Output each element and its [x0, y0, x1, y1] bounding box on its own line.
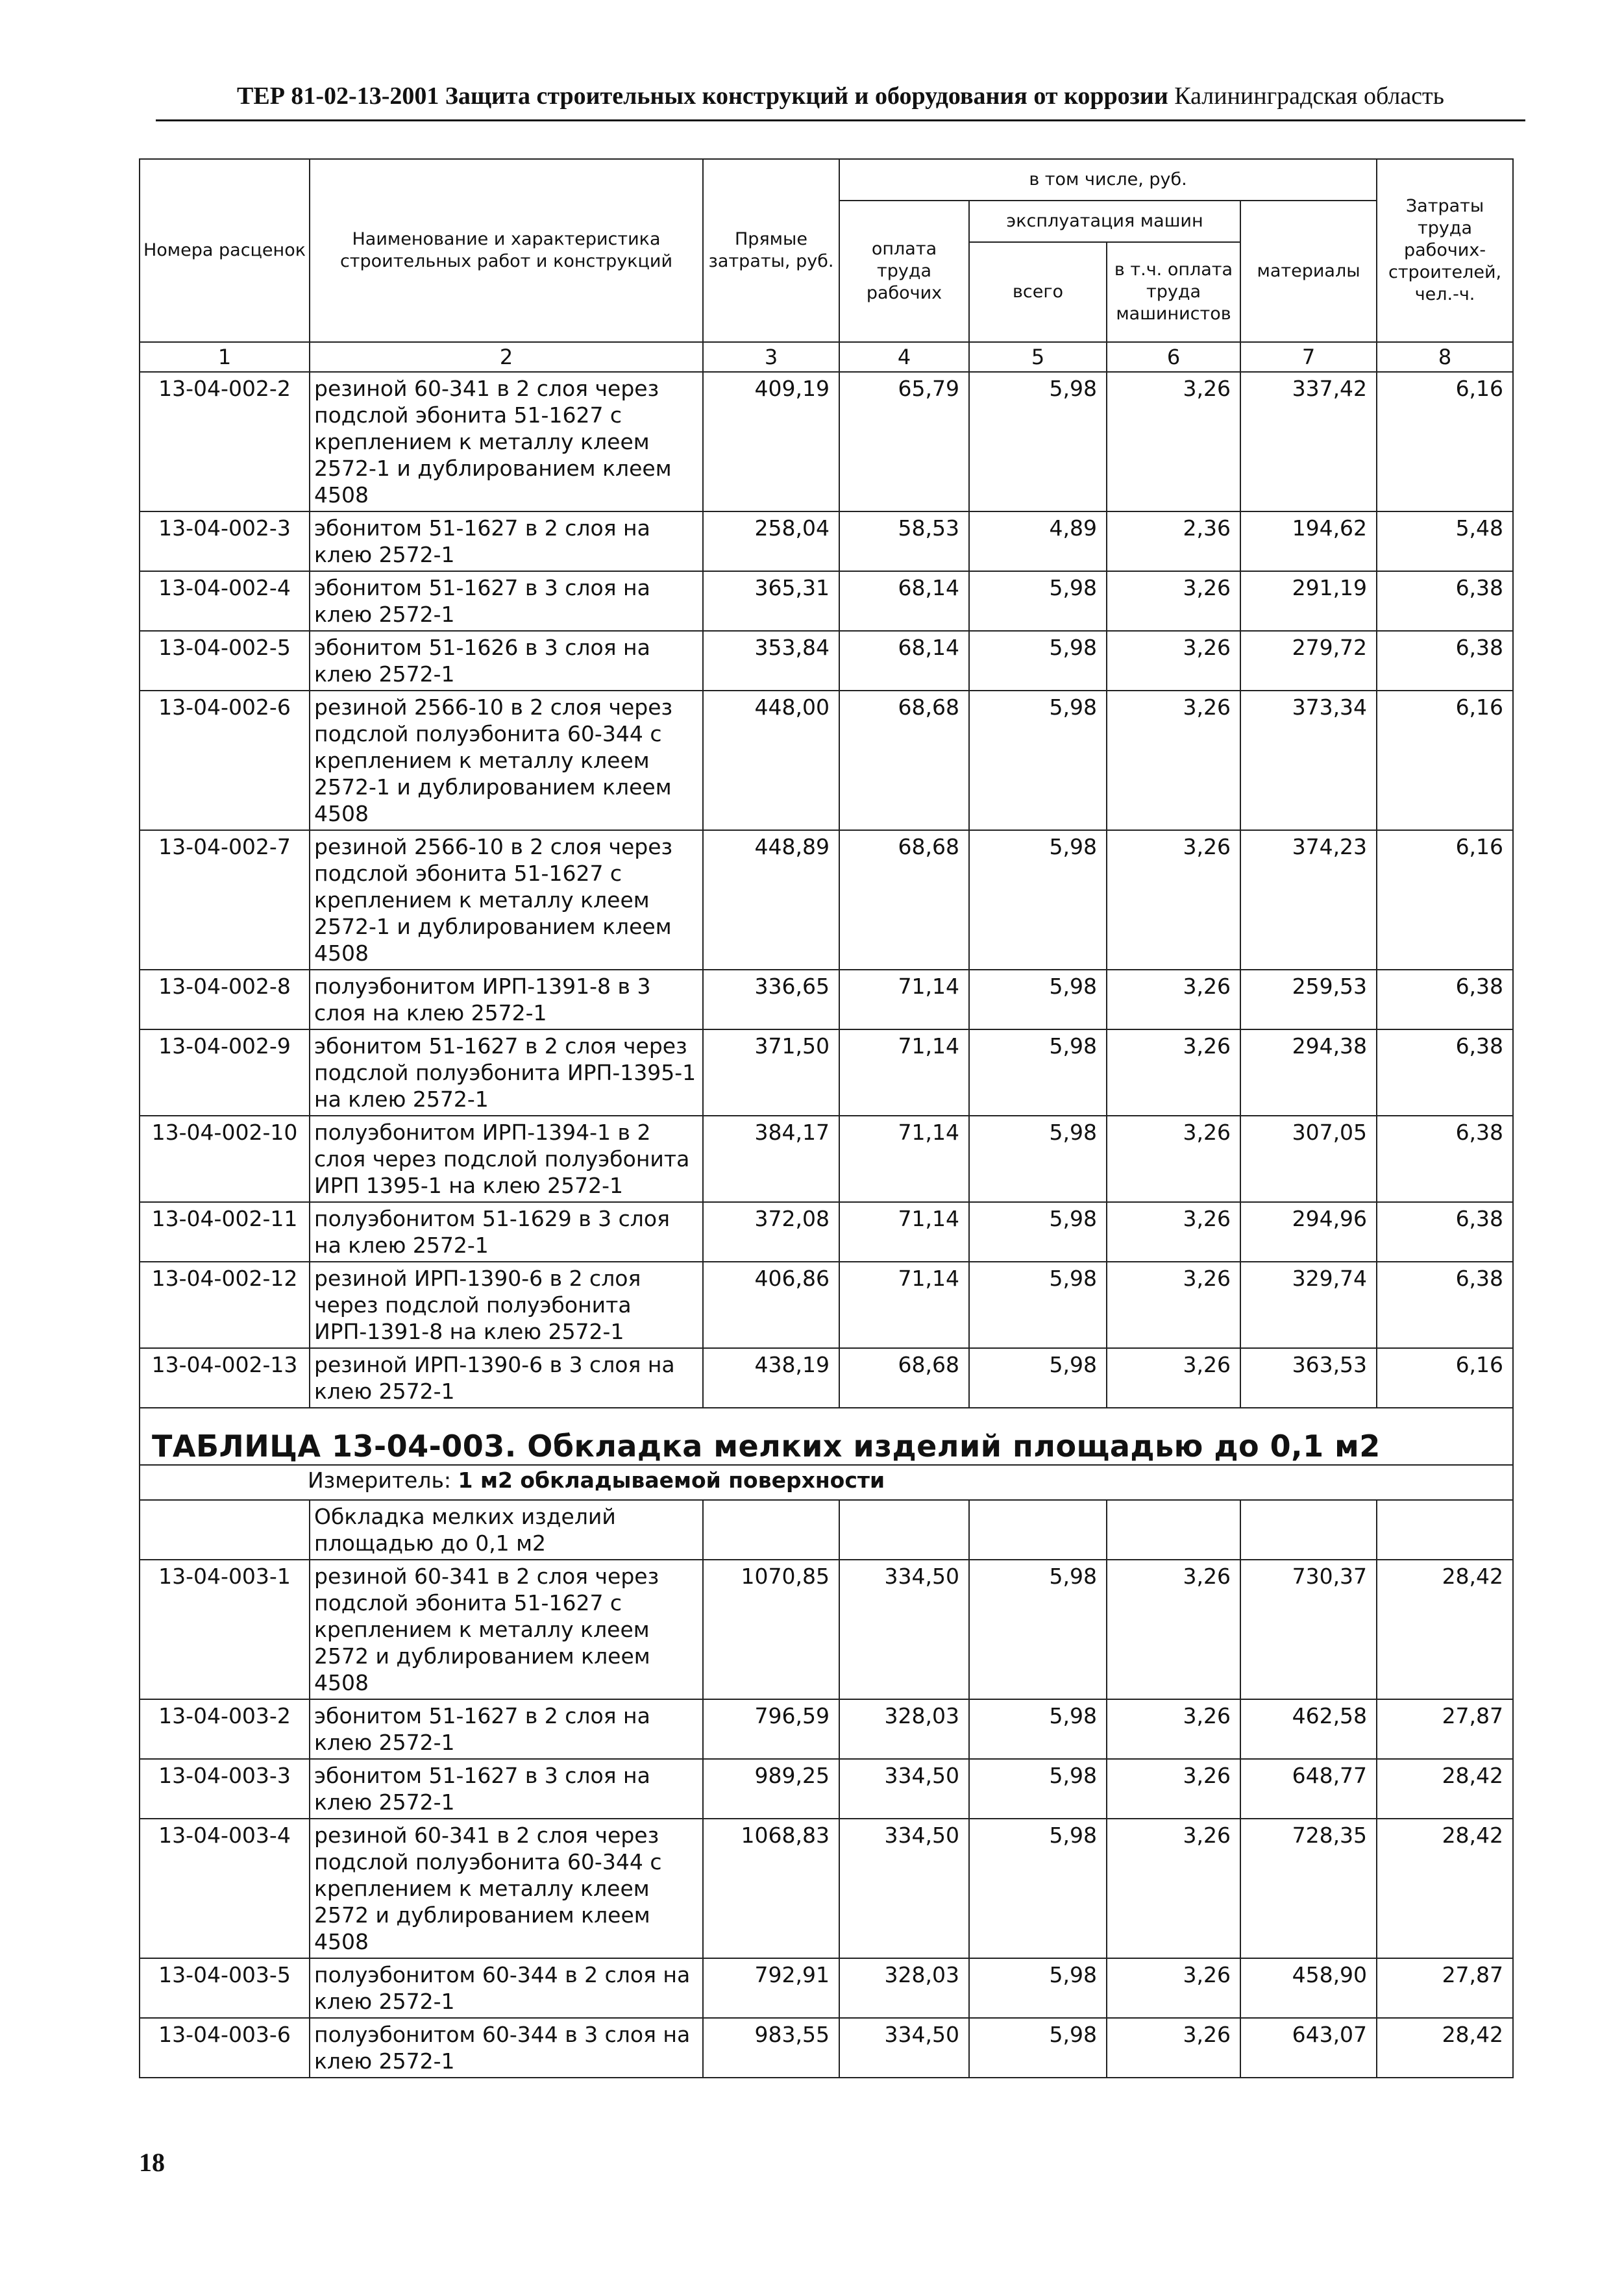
materials-cost: 462,58 — [1240, 1699, 1377, 1759]
labor-hours: 6,38 — [1377, 1202, 1513, 1262]
labor-pay: 334,50 — [839, 1759, 969, 1819]
materials-cost: 374,23 — [1240, 830, 1377, 970]
labor-hours: 28,42 — [1377, 1819, 1513, 1958]
direct-costs: 1068,83 — [703, 1819, 839, 1958]
machines-total: 5,98 — [969, 691, 1107, 830]
column-numbers-row — [140, 342, 1513, 372]
machines-total: 5,98 — [969, 2018, 1107, 2078]
section-title-row — [140, 1408, 1513, 1465]
direct-costs: 336,65 — [703, 970, 839, 1029]
direct-costs: 353,84 — [703, 631, 839, 691]
machines-total: 5,98 — [969, 1348, 1107, 1408]
table-row — [140, 1699, 1513, 1759]
machinist-pay: 3,26 — [1107, 1699, 1240, 1759]
direct-costs: 365,31 — [703, 571, 839, 631]
rate-code: 13-04-002-6 — [140, 691, 310, 830]
table-row — [140, 1348, 1513, 1408]
labor-pay: 68,68 — [839, 830, 969, 970]
machinist-pay: 3,26 — [1107, 1560, 1240, 1699]
labor-pay: 71,14 — [839, 1262, 969, 1348]
materials-cost: 337,42 — [1240, 372, 1377, 511]
labor-pay: 328,03 — [839, 1699, 969, 1759]
labor-hours: 5,48 — [1377, 511, 1513, 571]
labor-pay: 71,14 — [839, 1116, 969, 1202]
materials-cost: 307,05 — [1240, 1116, 1377, 1202]
labor-hours: 6,38 — [1377, 1116, 1513, 1202]
work-description: резиной 2566-10 в 2 слоя через подслой полуэбонита 60-344 с креплением к металлу клеем 2572-1 и дублированием клеем 4508 — [310, 691, 703, 830]
labor-hours: 6,16 — [1377, 372, 1513, 511]
materials-cost: 373,34 — [1240, 691, 1377, 830]
table-row — [140, 2018, 1513, 2078]
labor-hours: 27,87 — [1377, 1958, 1513, 2018]
labor-pay: 68,68 — [839, 691, 969, 830]
rate-code: 13-04-003-6 — [140, 2018, 310, 2078]
labor-pay: 328,03 — [839, 1958, 969, 2018]
materials-cost: 259,53 — [1240, 970, 1377, 1029]
materials-cost: 643,07 — [1240, 2018, 1377, 2078]
work-description: резиной 60-341 в 2 слоя через подслой эбонита 51-1627 с креплением к металлу клеем 2572 и дублированием клеем 4508 — [310, 1560, 703, 1699]
machines-total: 5,98 — [969, 1202, 1107, 1262]
rate-code: 13-04-002-5 — [140, 631, 310, 691]
table-row — [140, 1029, 1513, 1116]
machines-total: 5,98 — [969, 1116, 1107, 1202]
work-description: резиной ИРП-1390-6 в 2 слоя через подслой полуэбонита ИРП-1391-8 на клею 2572-1 — [310, 1262, 703, 1348]
header-rule — [156, 119, 1525, 121]
header-name: Наименование и характеристика строительных работ и конструкций — [310, 159, 703, 342]
machinist-pay: 3,26 — [1107, 1759, 1240, 1819]
machines-total: 5,98 — [969, 1759, 1107, 1819]
labor-hours: 6,16 — [1377, 830, 1513, 970]
materials-cost: 728,35 — [1240, 1819, 1377, 1958]
header-including: в том числе, руб. — [839, 159, 1377, 201]
column-number: 6 — [1107, 342, 1240, 372]
machines-total: 5,98 — [969, 1560, 1107, 1699]
rate-code: 13-04-002-4 — [140, 571, 310, 631]
labor-hours: 28,42 — [1377, 1560, 1513, 1699]
work-description: эбонитом 51-1627 в 2 слоя через подслой полуэбонита ИРП-1395-1 на клею 2572-1 — [310, 1029, 703, 1116]
direct-costs: 372,08 — [703, 1202, 839, 1262]
machinist-pay: 3,26 — [1107, 691, 1240, 830]
measure-label: Измеритель: — [308, 1468, 452, 1493]
rate-code: 13-04-002-12 — [140, 1262, 310, 1348]
document-region: Калининградская область — [1174, 82, 1444, 110]
table-row — [140, 691, 1513, 830]
table-row — [140, 631, 1513, 691]
labor-hours: 27,87 — [1377, 1699, 1513, 1759]
header-machinist-pay: в т.ч. оплата труда машинистов — [1107, 242, 1240, 342]
header-machines-total: всего — [969, 242, 1107, 342]
machines-total: 5,98 — [969, 571, 1107, 631]
table-row — [140, 970, 1513, 1029]
rate-code: 13-04-003-2 — [140, 1699, 310, 1759]
direct-costs: 1070,85 — [703, 1560, 839, 1699]
table-row — [140, 1116, 1513, 1202]
labor-hours: 28,42 — [1377, 1759, 1513, 1819]
work-description: полуэбонитом ИРП-1394-1 в 2 слоя через подслой полуэбонита ИРП 1395-1 на клею 2572-1 — [310, 1116, 703, 1202]
direct-costs: 796,59 — [703, 1699, 839, 1759]
rate-code: 13-04-002-2 — [140, 372, 310, 511]
rate-code: 13-04-002-3 — [140, 511, 310, 571]
labor-pay: 334,50 — [839, 2018, 969, 2078]
page-header — [156, 82, 1525, 110]
measure-unit — [140, 1467, 1506, 1494]
table-row — [140, 830, 1513, 970]
machines-total: 5,98 — [969, 1819, 1107, 1958]
table-row — [140, 372, 1513, 511]
work-description: эбонитом 51-1627 в 3 слоя на клею 2572-1 — [310, 571, 703, 631]
column-number: 2 — [310, 342, 703, 372]
machinist-pay: 3,26 — [1107, 970, 1240, 1029]
machinist-pay: 3,26 — [1107, 830, 1240, 970]
machinist-pay: 3,26 — [1107, 2018, 1240, 2078]
table-row — [140, 1759, 1513, 1819]
labor-pay: 68,14 — [839, 571, 969, 631]
column-number: 4 — [839, 342, 969, 372]
machinist-pay: 3,26 — [1107, 1958, 1240, 2018]
machinist-pay: 3,26 — [1107, 1262, 1240, 1348]
column-number: 5 — [969, 342, 1107, 372]
group-name: Обкладка мелких изделий площадью до 0,1 м2 — [310, 1500, 703, 1560]
machines-total: 5,98 — [969, 372, 1107, 511]
work-description: резиной ИРП-1390-6 в 3 слоя на клею 2572-1 — [310, 1348, 703, 1408]
rate-code: 13-04-002-9 — [140, 1029, 310, 1116]
direct-costs: 448,89 — [703, 830, 839, 970]
header-labor-pay: оплата труда рабочих — [839, 201, 969, 342]
labor-pay: 334,50 — [839, 1819, 969, 1958]
rate-code: 13-04-002-10 — [140, 1116, 310, 1202]
rate-code: 13-04-002-8 — [140, 970, 310, 1029]
header-code: Номера расценок — [140, 159, 310, 342]
direct-costs: 409,19 — [703, 372, 839, 511]
machines-total: 5,98 — [969, 1029, 1107, 1116]
section-title: ТАБЛИЦА 13-04-003. Обкладка мелких изделий площадью до 0,1 м2 — [152, 1429, 1381, 1464]
labor-hours: 6,38 — [1377, 631, 1513, 691]
machinist-pay: 3,26 — [1107, 1819, 1240, 1958]
labor-hours: 6,38 — [1377, 1029, 1513, 1116]
labor-pay: 334,50 — [839, 1560, 969, 1699]
group-row — [140, 1500, 1513, 1560]
work-description: эбонитом 51-1627 в 2 слоя на клею 2572-1 — [310, 511, 703, 571]
machines-total: 5,98 — [969, 631, 1107, 691]
machinist-pay: 3,26 — [1107, 1202, 1240, 1262]
work-description: полуэбонитом ИРП-1391-8 в 3 слоя на клею 2572-1 — [310, 970, 703, 1029]
direct-costs: 371,50 — [703, 1029, 839, 1116]
materials-cost: 291,19 — [1240, 571, 1377, 631]
column-number: 1 — [140, 342, 310, 372]
measure-value: 1 м2 обкладываемой поверхности — [458, 1468, 885, 1493]
materials-cost: 279,72 — [1240, 631, 1377, 691]
labor-pay: 68,14 — [839, 631, 969, 691]
machinist-pay: 3,26 — [1107, 1348, 1240, 1408]
machinist-pay: 2,36 — [1107, 511, 1240, 571]
rate-code: 13-04-002-11 — [140, 1202, 310, 1262]
table-row — [140, 1958, 1513, 2018]
header-machines: эксплуатация машин — [969, 201, 1240, 242]
column-number: 3 — [703, 342, 839, 372]
machinist-pay: 3,26 — [1107, 1029, 1240, 1116]
work-description: эбонитом 51-1627 в 3 слоя на клею 2572-1 — [310, 1759, 703, 1819]
machines-total: 5,98 — [969, 1699, 1107, 1759]
table-row — [140, 1202, 1513, 1262]
machines-total: 5,98 — [969, 830, 1107, 970]
direct-costs: 989,25 — [703, 1759, 839, 1819]
materials-cost: 194,62 — [1240, 511, 1377, 571]
labor-pay: 71,14 — [839, 1202, 969, 1262]
work-description: полуэбонитом 51-1629 в 3 слоя на клею 2572-1 — [310, 1202, 703, 1262]
direct-costs: 258,04 — [703, 511, 839, 571]
column-number: 8 — [1377, 342, 1513, 372]
rate-code: 13-04-002-13 — [140, 1348, 310, 1408]
rate-code: 13-04-003-5 — [140, 1958, 310, 2018]
rates-table — [139, 158, 1514, 2078]
materials-cost: 458,90 — [1240, 1958, 1377, 2018]
materials-cost: 363,53 — [1240, 1348, 1377, 1408]
labor-hours: 6,38 — [1377, 970, 1513, 1029]
work-description: полуэбонитом 60-344 в 2 слоя на клею 2572-1 — [310, 1958, 703, 2018]
table-row — [140, 571, 1513, 631]
work-description: резиной 60-341 в 2 слоя через подслой полуэбонита 60-344 с креплением к металлу клеем 2572 и дублированием клеем 4508 — [310, 1819, 703, 1958]
labor-pay: 68,68 — [839, 1348, 969, 1408]
labor-hours: 28,42 — [1377, 2018, 1513, 2078]
labor-pay: 58,53 — [839, 511, 969, 571]
materials-cost: 648,77 — [1240, 1759, 1377, 1819]
machinist-pay: 3,26 — [1107, 631, 1240, 691]
rate-code: 13-04-002-7 — [140, 830, 310, 970]
materials-cost: 730,37 — [1240, 1560, 1377, 1699]
machines-total: 5,98 — [969, 970, 1107, 1029]
labor-pay: 71,14 — [839, 970, 969, 1029]
work-description: эбонитом 51-1627 в 2 слоя на клею 2572-1 — [310, 1699, 703, 1759]
labor-pay: 65,79 — [839, 372, 969, 511]
machines-total: 5,98 — [969, 1262, 1107, 1348]
table-row — [140, 1560, 1513, 1699]
labor-hours: 6,38 — [1377, 1262, 1513, 1348]
labor-pay: 71,14 — [839, 1029, 969, 1116]
direct-costs: 792,91 — [703, 1958, 839, 2018]
document-title: ТЕР 81-02-13-2001 Защита строительных конструкций и оборудования от коррозии — [237, 82, 1168, 110]
table-row — [140, 1262, 1513, 1348]
rate-code: 13-04-003-3 — [140, 1759, 310, 1819]
work-description: резиной 2566-10 в 2 слоя через подслой эбонита 51-1627 с креплением к металлу клеем 2572-1 и дублированием клеем 4508 — [310, 830, 703, 970]
work-description: полуэбонитом 60-344 в 3 слоя на клею 2572-1 — [310, 2018, 703, 2078]
direct-costs: 438,19 — [703, 1348, 839, 1408]
labor-hours: 6,16 — [1377, 691, 1513, 830]
machinist-pay: 3,26 — [1107, 1116, 1240, 1202]
direct-costs: 384,17 — [703, 1116, 839, 1202]
table-row — [140, 1819, 1513, 1958]
measure-row — [140, 1465, 1513, 1500]
machinist-pay: 3,26 — [1107, 372, 1240, 511]
direct-costs: 983,55 — [703, 2018, 839, 2078]
header-labor-hours: Затраты труда рабочих-строителей, чел.-ч. — [1377, 159, 1513, 342]
machines-total: 4,89 — [969, 511, 1107, 571]
rate-code: 13-04-003-4 — [140, 1819, 310, 1958]
direct-costs: 448,00 — [703, 691, 839, 830]
labor-hours: 6,16 — [1377, 1348, 1513, 1408]
machines-total: 5,98 — [969, 1958, 1107, 2018]
column-number: 7 — [1240, 342, 1377, 372]
work-description: эбонитом 51-1626 в 3 слоя на клею 2572-1 — [310, 631, 703, 691]
page-number: 18 — [139, 2148, 165, 2177]
header-materials: материалы — [1240, 201, 1377, 342]
machinist-pay: 3,26 — [1107, 571, 1240, 631]
materials-cost: 294,38 — [1240, 1029, 1377, 1116]
direct-costs: 406,86 — [703, 1262, 839, 1348]
rates-table-body — [140, 159, 1513, 2078]
header-direct-costs: Прямые затраты, руб. — [703, 159, 839, 342]
materials-cost: 329,74 — [1240, 1262, 1377, 1348]
rate-code: 13-04-003-1 — [140, 1560, 310, 1699]
work-description: резиной 60-341 в 2 слоя через подслой эбонита 51-1627 с креплением к металлу клеем 2572-1 и дублированием клеем 4508 — [310, 372, 703, 511]
materials-cost: 294,96 — [1240, 1202, 1377, 1262]
labor-hours: 6,38 — [1377, 571, 1513, 631]
table-row — [140, 511, 1513, 571]
